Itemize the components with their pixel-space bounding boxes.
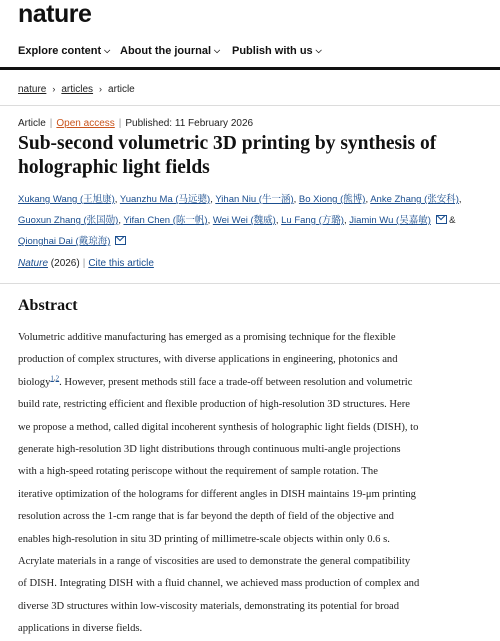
abstract-divider (0, 283, 500, 284)
nav-publish-with-us[interactable] (232, 45, 322, 57)
breadcrumb-article: article (108, 84, 135, 95)
abstract-line: production of complex structures, with diverse applications in engineering, photonics and (18, 354, 398, 366)
journal-link[interactable]: Nature (18, 258, 49, 269)
abstract-line: iterative optimization of the holograms for different angles in DISH maintains 19-μm printing (18, 488, 416, 500)
abstract-line: with a high-speed rotating periscope without the requirement of sample rotation. The (18, 466, 378, 478)
abstract-line: generate high-resolution 3D light distributions through continuous multi-angle projections (18, 444, 401, 456)
author-link[interactable]: Yuanzhu Ma (马远骢) (119, 194, 211, 205)
breadcrumb-articles[interactable]: articles (61, 84, 94, 95)
author-link[interactable]: Bo Xiong (熊博) (298, 194, 366, 205)
abstract-line: Acrylate materials in a range of viscosities are used to demonstrate the general compatibility (18, 556, 411, 568)
top-navigation (0, 34, 500, 68)
chevron-down-icon: ⌵ (104, 46, 111, 55)
nav-divider (0, 67, 500, 70)
article-type: Article (18, 118, 46, 129)
reference-superscript: 1,2 (50, 374, 60, 383)
author-link[interactable]: Jiamin Wu (吴嘉敏) (349, 215, 431, 226)
author-link[interactable]: Wei Wei (魏威) (212, 215, 276, 226)
author-link[interactable]: Yihan Niu (牛一涵) (215, 194, 294, 205)
article-meta: Article | Open access | Published: 11 February 2026 (18, 118, 254, 129)
nav-publish-with-us-label: Publish with us (232, 45, 313, 57)
abstract-line: of DISH. Integrating DISH with a fluid channel, we achieved mass production of complex and (18, 578, 420, 590)
nav-explore-content-label: Explore content (18, 45, 102, 57)
author-list: Xukang Wang (王旭康), Yuanzhu Ma (马远骢), Yihan Niu (牛一涵), Bo Xiong (熊博), Anke Zhang (张安科), Guoxun Zhang (张国勋), Yifan Chen (陈一帆), Wei Wei (魏威), Lu Fang (方璐), Jiamin Wu (吴嘉敏) & Qionghai Dai (戴琼海) (18, 194, 462, 247)
nav-explore-content[interactable] (18, 45, 110, 57)
cite-article-link[interactable]: Cite this article (88, 258, 154, 269)
reference-link[interactable]: 1 (50, 374, 54, 383)
breadcrumb-divider (0, 105, 500, 106)
abstract-line: Volumetric additive manufacturing has emerged as a promising technique for the flexible (18, 332, 396, 343)
breadcrumb (18, 84, 135, 95)
abstract-line-end: . However, present methods still face a trade-off between resolution and volumetric (59, 376, 413, 388)
abstract-line: enables high-resolution in situ 3D printing of millimetre-scale objects within only 0.6 s. (18, 533, 390, 545)
mail-icon[interactable] (436, 215, 447, 224)
nav-about-journal-label: About the journal (120, 45, 212, 57)
abstract-line: resolution across the 1-cm range that is far beyond the depth of field of the objective and (18, 511, 394, 523)
breadcrumb-nature[interactable]: nature (18, 84, 47, 95)
nav-about-journal[interactable] (120, 45, 220, 57)
abstract-line: diverse 3D structures within low-viscosity materials, demonstrating its potential for broad (18, 600, 400, 612)
abstract-line: we propose a method, called digital incoherent synthesis of holographic light fields (DISH), to (18, 421, 419, 433)
nature-logo[interactable]: nature (18, 0, 92, 28)
article-title: Sub-second volumetric 3D printing by synthesis of holographic light fields (18, 133, 437, 178)
abstract-line-start: biology (18, 376, 51, 388)
chevron-down-icon: ⌵ (315, 46, 322, 55)
chevron-down-icon: ⌵ (214, 46, 221, 55)
author-link[interactable]: Yifan Chen (陈一帆) (123, 215, 208, 226)
journal-citation: Nature (2026) | Cite this article (18, 258, 154, 269)
published-date: Published: 11 February 2026 (125, 118, 254, 129)
author-link[interactable]: Xukang Wang (王旭康) (18, 194, 115, 205)
abstract-line (18, 372, 490, 394)
abstract-line: build rate, restricting efficient and flexible production of high-resolution 3D structures. Here (18, 399, 410, 411)
author-link[interactable]: Qionghai Dai (戴琼海) (18, 236, 111, 247)
publication-year: (2026) (50, 258, 80, 269)
chevron-right-icon: › (99, 84, 103, 94)
chevron-right-icon: › (52, 84, 56, 94)
author-link[interactable]: Lu Fang (方璐) (281, 215, 344, 226)
abstract-heading: Abstract (18, 297, 78, 314)
author-link[interactable]: Guoxun Zhang (张国勋) (18, 215, 119, 226)
author-link[interactable]: Anke Zhang (张安科) (370, 194, 459, 205)
mail-icon[interactable] (115, 236, 126, 245)
abstract-text (18, 327, 490, 641)
reference-link[interactable]: 2 (55, 374, 60, 383)
open-access-link[interactable]: Open access (56, 118, 115, 129)
abstract-line: applications in diverse fields. (18, 623, 143, 635)
